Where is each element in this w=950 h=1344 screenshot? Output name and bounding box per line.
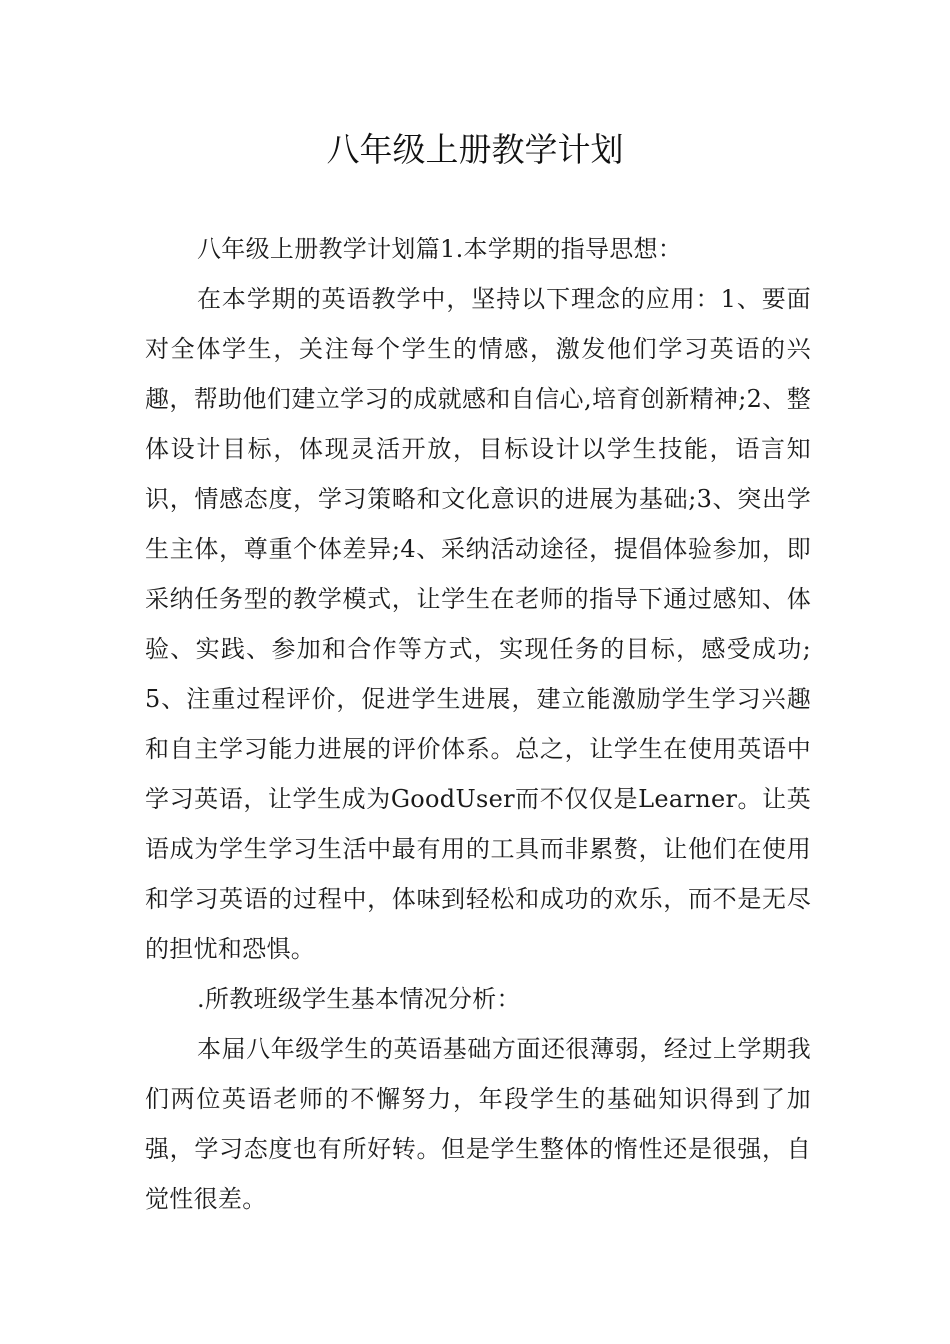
paragraph-class-analysis-heading: .所教班级学生基本情况分析： bbox=[197, 985, 521, 1013]
document-body bbox=[145, 224, 811, 1224]
paragraph-class-analysis: 本届八年级学生的英语基础方面还很薄弱，经过上学期我们两位英语老师的不懈努力，年段学生的基础知识得到了加强，学习态度也有所好转。但是学生整体的惰性还是很强，自觉性很差。 bbox=[145, 1035, 811, 1213]
paragraph-guiding-thought-heading: 八年级上册教学计划篇1.本学期的指导思想： bbox=[197, 235, 683, 263]
paragraph-teaching-principles: 在本学期的英语教学中，坚持以下理念的应用：1、要面对全体学生，关注每个学生的情感，激发他们学习英语的兴趣，帮助他们建立学习的成就感和自信心,培育创新精神;2、整体设计目标，体现灵活开放，目标设计以学生技能，语言知识，情感态度，学习策略和文化意识的进展为基础;3、突出学生主体，尊重个体差异;4、采纳活动途径，提倡体验参加，即采纳任务型的教学模式，让学生在老师的指导下通过感知、体验、实践、参加和合作等方式，实现任务的目标，感受成功;5、注重过程评价，促进学生进展，建立能激励学生学习兴趣和自主学习能力进展的评价体系。总之，让学生在使用英语中学习英语，让学生成为GoodUser而不仅仅是Learner。让英语成为学生学习生活中最有用的工具而非累赘，让他们在使用和学习英语的过程中，体味到轻松和成功的欢乐，而不是无尽的担忧和恐惧。 bbox=[145, 285, 811, 963]
document-title: 八年级上册教学计划 bbox=[326, 130, 624, 169]
